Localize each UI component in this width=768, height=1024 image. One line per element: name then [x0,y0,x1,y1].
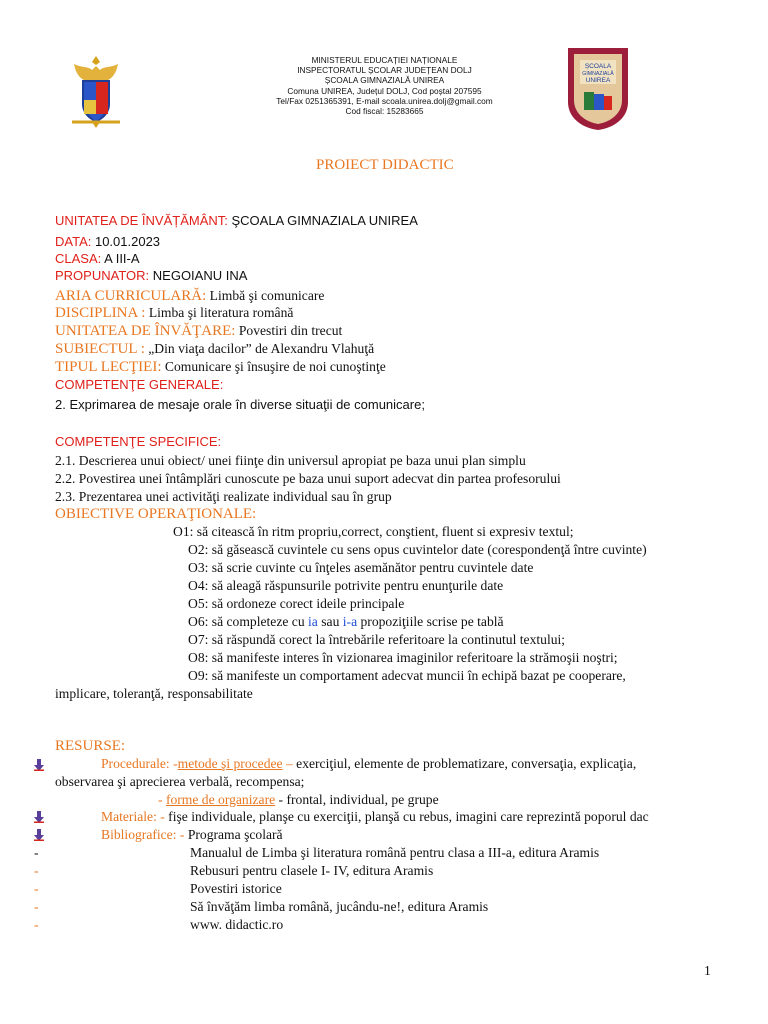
methods-value: exerciţiul, elemente de problematizare, conversaţia, explicaţia, [292,756,637,771]
class-value: A III-A [101,251,140,266]
field-subject [55,340,374,358]
institution-header [252,55,517,116]
fiscal-code: Cod fiscal: 15283665 [345,106,424,117]
inspectorate-name: INSPECTORATUL ȘCOLAR JUDEȚEAN DOLJ [297,65,472,76]
biblio-dash: - [34,899,39,914]
page-number: 1 [704,963,711,978]
biblio-label: Bibliografice: - [101,827,185,842]
objectives-heading: OBIECTIVE OPERAŢIONALE: [55,506,257,522]
arrow-bullet-icon [33,828,45,840]
date-value: 10.01.2023 [91,234,161,249]
methods-label: metode şi procedee [177,756,283,771]
area-label: ARIA CURRICULARĂ: [55,288,207,304]
school-contact: Tel/Fax 0251365391, E-mail scoala.unirea.dolj@gmail.com [276,95,493,106]
resources-procedural [101,755,636,773]
arrow-bullet-icon [33,810,45,822]
specific-competence-item: 2.3. Prezentarea unei activităţi realizate individual sau în grup [55,489,392,504]
school-address: Comuna UNIREA, Județul DOLJ, Cod poștal 207595 [287,85,482,96]
o6-suffix: propoziţiile scrise pe tablă [357,614,504,629]
objective-o4: O4: să aleagă răspunsurile potrivite pentru enunţurile date [188,578,504,593]
field-area [55,287,324,305]
o6-mid: sau [317,614,343,629]
biblio-dash: - [34,917,39,932]
specific-competence-item: 2.1. Descrierea unui obiect/ unei fiinţe din universul apropiat pe baza unui plan simplu [55,453,526,468]
field-lesson-type [55,358,386,376]
materials-value: fişe individuale, planşe cu exerciţii, planşă cu rebus, imagini care reprezintă poporul dac [164,809,649,824]
biblio-item: Rebusuri pentru clasele I- IV, editura Aramis [190,863,434,878]
biblio-item: Manualul de Limba şi literatura română pentru clasa a III-a, editura Aramis [190,845,600,860]
arrow-bullet-icon [33,758,45,770]
proposer-label: PROPUNATOR: [55,268,150,283]
objective-o9-continued: implicare, toleranţă, responsabilitate [55,686,253,701]
discipline-value: Limba şi literatura română [145,305,294,320]
romania-coat-of-arms [66,52,126,130]
biblio-item: Povestiri istorice [190,881,282,896]
procedural-label: Procedurale: - [101,756,178,771]
field-discipline [55,304,293,322]
objective-o5: O5: să ordoneze corect ideile principale [188,596,405,611]
o6-ia: ia [308,614,318,629]
general-competences-heading: COMPETENŢE GENERALE: [55,377,224,392]
forms-label: forme de organizare [165,792,276,807]
field-proposer [55,267,247,285]
subject-label: SUBIECTUL : [55,341,145,357]
subject-value: „Din viaţa dacilor” de Alexandru Vlahuţă [144,341,375,356]
objective-o8: O8: să manifeste interes în vizionarea imaginilor referitoare la strămoşii noştri; [188,650,618,665]
biblio-dash: - [34,863,39,878]
area-value: Limbă şi comunicare [206,288,325,303]
biblio-item: Să învăţăm limba română, jucându-ne!, editura Aramis [190,899,489,914]
resources-heading: RESURSE: [55,738,126,754]
field-learning-unit [55,322,342,340]
o6-prefix: O6: să completeze cu [188,614,309,629]
resources-bibliography [101,826,283,844]
materials-label: Materiale: - [101,809,165,824]
svg-text:UNIREA: UNIREA [585,77,611,84]
class-label: CLASA: [55,251,102,266]
biblio-item: Programa şcolară [184,827,283,842]
specific-competence-item: 2.2. Povestirea unei întâmplări cunoscute pe baza unui suport adecvat din partea profesorului [55,471,561,486]
learning-unit-label: UNITATEA DE ÎNVĂŢARE: [55,323,236,339]
o6-i-a: i-a [342,614,358,629]
general-competence-item: 2. Exprimarea de mesaje orale în diverse situaţii de comunicare; [55,397,425,412]
unit-label: UNITATEA DE ÎNVĂȚĂMÂNT: [55,213,228,228]
methods-continued: observarea şi aprecierea verbală, recompensa; [55,774,305,789]
biblio-item: www. didactic.ro [190,917,284,932]
forms-dash: - [158,792,166,807]
biblio-dash: - [34,845,39,860]
page-title: PROIECT DIDACTIC [316,157,454,173]
date-label: DATA: [55,234,92,249]
objective-o9: O9: să manifeste un comportament adecvat muncii în echipă bazat pe cooperare, [188,668,626,683]
school-name: ȘCOALA GIMNAZIALĂ UNIREA [324,75,445,86]
lesson-type-value: Comunicare şi însuşire de noi cunoştinţe [161,359,386,374]
forms-value: - frontal, individual, pe grupe [275,792,439,807]
field-date [55,233,160,251]
lesson-type-label: TIPUL LECŢIEI: [55,359,162,375]
unit-value: ŞCOALA GIMNAZIALA UNIREA [227,213,418,228]
methods-dash: – [282,756,293,771]
objective-o3: O3: să scrie cuvinte cu înţeles asemănător pentru cuvintele date [188,560,534,575]
specific-competences-heading: COMPETENŢE SPECIFICE: [55,434,222,449]
field-unit [55,212,418,230]
biblio-dash: - [34,881,39,896]
field-class [55,250,140,268]
resources-forms [158,791,439,809]
svg-text:ȘCOALA: ȘCOALA [584,63,612,70]
objective-o2: O2: să găsească cuvintele cu sens opus cuvintelor date (corespondenţă între cuvinte) [188,542,647,557]
svg-text:GIMNAZIALĂ: GIMNAZIALĂ [582,71,614,77]
school-logo [566,44,630,132]
discipline-label: DISCIPLINA : [55,305,146,321]
objective-o6 [188,613,504,631]
ministry-name: MINISTERUL EDUCAȚIEI NAȚIONALE [311,55,458,65]
learning-unit-value: Povestiri din trecut [235,323,343,338]
proposer-value: NEGOIANU INA [149,268,248,283]
objective-o1: O1: să citească în ritm propriu,correct, conştient, fluent si expresiv textul; [173,524,574,539]
resources-materials [101,808,649,826]
objective-o7: O7: să răspundă corect la întrebările referitoare la continutul textului; [188,632,566,647]
